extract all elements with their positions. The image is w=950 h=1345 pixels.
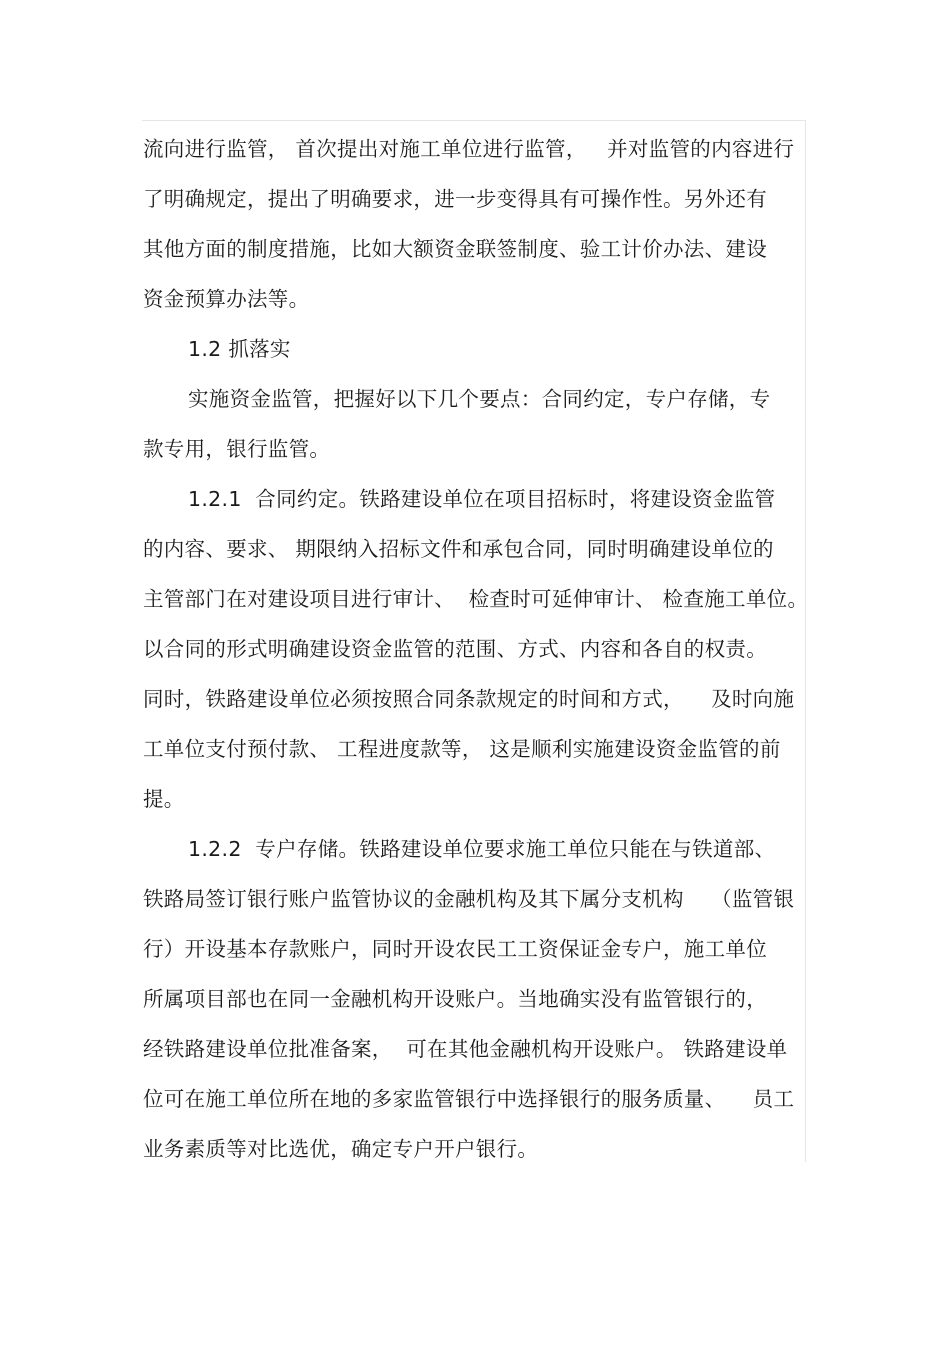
paragraph-line: 行）开设基本存款账户，同时开设农民工工资保证金专户，施工单位 — [143, 937, 767, 961]
paragraph-first-line: 1.2.1 合同约定。铁路建设单位在项目招标时，将建设资金监管 — [188, 487, 776, 511]
paragraph-line: 的内容、要求、 期限纳入招标文件和承包合同，同时明确建设单位的 — [143, 537, 774, 561]
paragraph-line: 经铁路建设单位批准备案， 可在其他金融机构开设账户。 铁路建设单 — [143, 1037, 788, 1061]
document-body — [143, 124, 809, 1174]
paragraph-line: 以合同的形式明确建设资金监管的范围、方式、内容和各自的权责。 — [143, 637, 767, 661]
paragraph-line: 业务素质等对比选优，确定专户开户银行。 — [143, 1137, 539, 1161]
paragraph-line: 铁路局签订银行账户监管协议的金融机构及其下属分支机构 （监管银 — [143, 887, 795, 911]
paragraph-first-line: 实施资金监管，把握好以下几个要点：合同约定，专户存储，专 — [188, 387, 771, 411]
paragraph-line: 同时，铁路建设单位必须按照合同条款规定的时间和方式， 及时向施 — [143, 687, 795, 711]
paragraph-line: 提。 — [143, 787, 185, 811]
paragraph-line: 所属项目部也在同一金融机构开设账户。当地确实没有监管银行的， — [143, 987, 767, 1011]
paragraph-line: 了明确规定，提出了明确要求，进一步变得具有可操作性。另外还有 — [143, 187, 767, 211]
paragraph-line: 资金预算办法等。 — [143, 287, 310, 311]
paragraph-line: 款专用，银行监管。 — [143, 437, 331, 461]
paragraph-line: 其他方面的制度措施，比如大额资金联签制度、验工计价办法、建设 — [143, 237, 767, 261]
paragraph-line: 位可在施工单位所在地的多家监管银行中选择银行的服务质量、 员工 — [143, 1087, 795, 1111]
paragraph-line: 工单位支付预付款、 工程进度款等， 这是顺利实施建设资金监管的前 — [143, 737, 781, 761]
paragraph-first-line: 1.2 抓落实 — [188, 337, 291, 361]
paragraph-first-line: 1.2.2 专户存储。铁路建设单位要求施工单位只能在与铁道部、 — [188, 837, 776, 861]
paragraph-line: 流向进行监管， 首次提出对施工单位进行监管， 并对监管的内容进行 — [143, 137, 795, 161]
paragraph-line: 主管部门在对建设项目进行审计、 检查时可延伸审计、 检查施工单位。 — [143, 587, 809, 611]
